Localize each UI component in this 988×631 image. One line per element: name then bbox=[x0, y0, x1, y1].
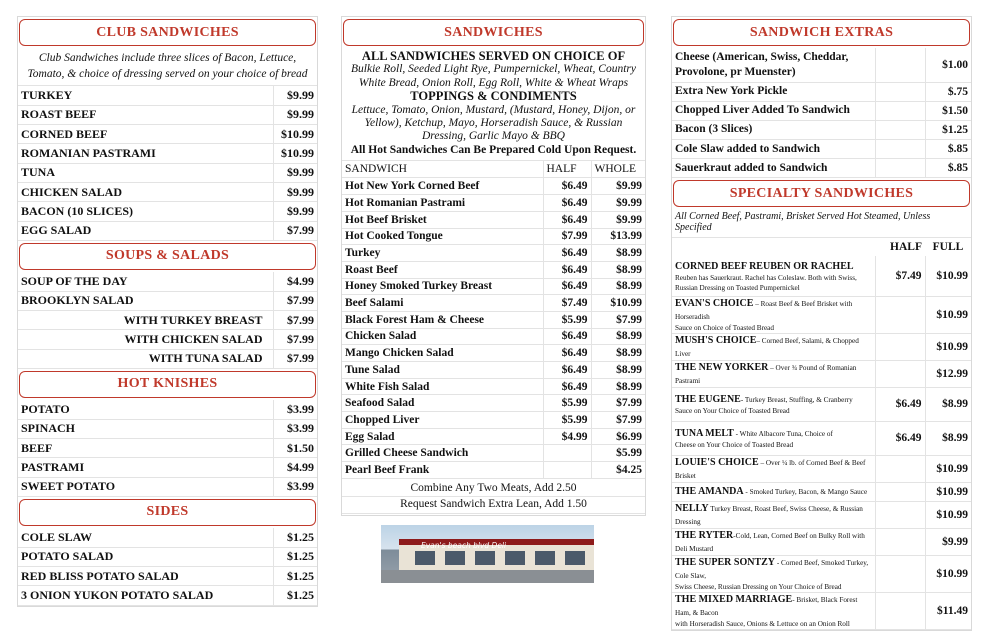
specialty-description-text: – Roast Beef & Beef Brisket with Horseradish bbox=[675, 299, 853, 321]
specialty-table bbox=[672, 238, 971, 630]
item-name: BEEF bbox=[18, 438, 273, 457]
sandwich-half-price: $6.49 bbox=[543, 245, 591, 262]
sandwich-name: Seafood Salad bbox=[342, 395, 543, 412]
specialty-description-text: – Corned Beef, Salami, & Chopped Liver bbox=[675, 336, 859, 358]
menu-item-row bbox=[18, 202, 317, 221]
sandwich-name: Honey Smoked Turkey Breast bbox=[342, 278, 543, 295]
sandwich-row bbox=[342, 178, 645, 195]
hot-knishes-header: HOT KNISHES bbox=[19, 371, 316, 398]
specialty-row bbox=[672, 333, 971, 360]
combine-meats-note: Combine Any Two Meats, Add 2.50 bbox=[342, 481, 645, 498]
specialty-full-price: $10.99 bbox=[925, 555, 971, 592]
specialty-description-text: – Over ¼ lb. of Corned Beef & Beef Brisket bbox=[675, 458, 866, 480]
specialty-sub-description: Reuben has Sauerkraut. Rachel has Coleslaw. Both with Swiss, Russian Dressing on Toasted Pumpernickel bbox=[675, 273, 857, 292]
sandwich-row bbox=[342, 395, 645, 412]
specialty-description-text: - Turkey Breast, Stuffing, & Cranberry bbox=[740, 395, 853, 404]
sandwich-whole-price: $8.99 bbox=[591, 378, 645, 395]
specialty-half-price bbox=[875, 333, 925, 360]
sandwich-name: Hot Romanian Pastrami bbox=[342, 195, 543, 212]
sandwich-name: Hot Cooked Tongue bbox=[342, 228, 543, 245]
sandwich-half-price: $6.49 bbox=[543, 362, 591, 379]
sandwich-name: Beef Salami bbox=[342, 295, 543, 312]
item-price: $10.99 bbox=[273, 125, 317, 144]
soups-salads-header: SOUPS & SALADS bbox=[19, 243, 316, 270]
sandwich-whole-price: $8.99 bbox=[591, 245, 645, 262]
sandwiches-header: SANDWICHES bbox=[343, 19, 644, 46]
storefront-window bbox=[415, 551, 435, 565]
menu-item-row bbox=[18, 144, 317, 163]
extra-price: $.85 bbox=[925, 140, 971, 159]
toppings-heading: TOPPINGS & CONDIMENTS bbox=[410, 89, 577, 104]
specialty-name: THE RYTER bbox=[675, 529, 734, 541]
specialty-half-price bbox=[875, 528, 925, 555]
sandwich-row bbox=[342, 362, 645, 379]
sandwich-whole-price: $6.99 bbox=[591, 428, 645, 445]
specialty-full-price: $8.99 bbox=[925, 421, 971, 455]
sandwich-name: Hot Beef Brisket bbox=[342, 211, 543, 228]
item-price: $7.99 bbox=[273, 291, 317, 310]
specialty-item bbox=[672, 256, 875, 296]
sandwich-row bbox=[342, 445, 645, 462]
menu-item-row bbox=[18, 349, 317, 368]
specialty-full-price: $11.49 bbox=[925, 592, 971, 629]
specialty-sandwiches-header: SPECIALTY SANDWICHES bbox=[673, 180, 970, 207]
item-price: $1.25 bbox=[273, 547, 317, 566]
item-price: $7.99 bbox=[273, 330, 317, 349]
sandwiches-footer bbox=[342, 479, 645, 515]
menu-item-row bbox=[18, 566, 317, 585]
sandwich-name: Grilled Cheese Sandwich bbox=[342, 445, 543, 462]
specialty-col-full: FULL bbox=[932, 241, 964, 254]
specialty-item bbox=[672, 387, 875, 421]
sandwich-whole-price: $9.99 bbox=[591, 195, 645, 212]
storefront-window bbox=[445, 551, 465, 565]
sandwich-name: Egg Salad bbox=[342, 428, 543, 445]
specialty-item bbox=[672, 555, 875, 592]
item-name: PASTRAMI bbox=[18, 458, 273, 477]
specialty-full-price: $8.99 bbox=[925, 387, 971, 421]
extra-spacer bbox=[875, 159, 925, 178]
soups-items-table bbox=[18, 272, 317, 369]
sandwich-name: White Fish Salad bbox=[342, 378, 543, 395]
item-price: $7.99 bbox=[273, 221, 317, 240]
extra-spacer bbox=[875, 101, 925, 120]
specialty-sub-description: Cheese on Your Choice of Toasted Bread bbox=[675, 440, 794, 449]
sandwich-name: Hot New York Corned Beef bbox=[342, 178, 543, 195]
sandwich-row bbox=[342, 345, 645, 362]
sandwich-row bbox=[342, 278, 645, 295]
sandwich-name: Pearl Beef Frank bbox=[342, 462, 543, 479]
item-price: $4.99 bbox=[273, 272, 317, 291]
sandwich-name: Black Forest Ham & Cheese bbox=[342, 311, 543, 328]
sandwiches-table bbox=[342, 161, 645, 479]
specialty-item bbox=[672, 455, 875, 482]
item-name: 3 ONION YUKON POTATO SALAD bbox=[18, 586, 273, 605]
left-menu-column bbox=[17, 16, 318, 607]
item-price: $10.99 bbox=[273, 144, 317, 163]
sandwich-whole-price: $9.99 bbox=[591, 178, 645, 195]
item-name: ROAST BEEF bbox=[18, 105, 273, 124]
specialty-half-price bbox=[875, 360, 925, 387]
specialty-column-headers bbox=[672, 238, 971, 256]
item-name: WITH TURKEY BREAST bbox=[18, 310, 273, 329]
parking-lot bbox=[381, 570, 594, 583]
right-menu-column bbox=[671, 16, 972, 631]
toppings-list: Lettuce, Tomato, Onion, Mustard, (Mustard, Honey, Dijon, or Yellow), Ketchup, Mayo, Horseradish Sauce, & Russian Dressing, Garlic Mayo & BBQ bbox=[351, 103, 636, 143]
club-items-table bbox=[18, 86, 317, 241]
specialty-name: LOUIE'S CHOICE bbox=[675, 456, 759, 468]
specialty-half-price bbox=[875, 555, 925, 592]
sandwich-whole-price: $10.99 bbox=[591, 295, 645, 312]
specialty-sub-description: Swiss Cheese, Russian Dressing on Your Choice of Bread bbox=[675, 582, 842, 591]
specialty-item bbox=[672, 296, 875, 333]
sandwich-whole-price: $8.99 bbox=[591, 328, 645, 345]
sandwich-half-price: $5.99 bbox=[543, 311, 591, 328]
sandwich-name: Tune Salad bbox=[342, 362, 543, 379]
sandwich-row bbox=[342, 211, 645, 228]
item-name: RED BLISS POTATO SALAD bbox=[18, 566, 273, 585]
item-price: $1.25 bbox=[273, 566, 317, 585]
sandwich-half-price: $4.99 bbox=[543, 428, 591, 445]
extra-row bbox=[672, 140, 971, 159]
item-name: POTATO bbox=[18, 400, 273, 419]
specialty-name: THE MIXED MARRIAGE bbox=[675, 593, 793, 605]
specialty-row bbox=[672, 296, 971, 333]
extra-row bbox=[672, 159, 971, 178]
bread-heading: ALL SANDWICHES SERVED ON CHOICE OF bbox=[361, 49, 626, 63]
item-name: BACON (10 SLICES) bbox=[18, 202, 273, 221]
specialty-half-price bbox=[875, 592, 925, 629]
extra-row bbox=[672, 48, 971, 82]
sandwich-whole-price: $5.99 bbox=[591, 445, 645, 462]
specialty-half-price bbox=[875, 501, 925, 528]
specialty-item bbox=[672, 501, 875, 528]
sandwich-name: Chicken Salad bbox=[342, 328, 543, 345]
sandwich-row bbox=[342, 261, 645, 278]
sandwich-row bbox=[342, 378, 645, 395]
extra-name: Cole Slaw added to Sandwich bbox=[672, 140, 875, 159]
specialty-col-name bbox=[672, 238, 875, 256]
menu-item-row bbox=[18, 310, 317, 329]
item-name: CORNED BEEF bbox=[18, 125, 273, 144]
specialty-name: CORNED BEEF REUBEN OR RACHEL bbox=[675, 260, 854, 272]
extra-name: Cheese (American, Swiss, Cheddar, Provolone, pr Muenster) bbox=[672, 48, 875, 82]
sandwich-row bbox=[342, 328, 645, 345]
sandwich-half-price: $6.49 bbox=[543, 211, 591, 228]
item-price: $3.99 bbox=[273, 419, 317, 438]
specialty-item bbox=[672, 333, 875, 360]
item-name: COLE SLAW bbox=[18, 528, 273, 547]
extra-name: Sauerkraut added to Sandwich bbox=[672, 159, 875, 178]
specialty-half-price: $7.49 bbox=[875, 256, 925, 296]
extra-price: $.75 bbox=[925, 82, 971, 101]
item-price: $7.99 bbox=[273, 310, 317, 329]
specialty-description-text: Turkey Breast, Roast Beef, Swiss Cheese, & Russian Dressing bbox=[675, 504, 863, 526]
extra-price: $1.50 bbox=[925, 101, 971, 120]
menu-item-row bbox=[18, 419, 317, 438]
sandwich-half-price bbox=[543, 445, 591, 462]
sandwich-whole-price: $7.99 bbox=[591, 311, 645, 328]
menu-item-row bbox=[18, 458, 317, 477]
specialty-sub-description: Sauce on Your Choice of Toasted Bread bbox=[675, 406, 790, 415]
menu-item-row bbox=[18, 330, 317, 349]
knishes-items-table bbox=[18, 400, 317, 497]
specialty-row bbox=[672, 360, 971, 387]
sandwich-row bbox=[342, 462, 645, 479]
extra-lean-note: Request Sandwich Extra Lean, Add 1.50 bbox=[342, 497, 645, 514]
specialty-full-price: $10.99 bbox=[925, 333, 971, 360]
specialty-col-half: HALF bbox=[890, 241, 922, 254]
sandwich-row bbox=[342, 295, 645, 312]
club-description: Club Sandwiches include three slices of Bacon, Lettuce, Tomato, & choice of dressing served on your choice of bread bbox=[18, 48, 317, 86]
specialty-item bbox=[672, 421, 875, 455]
club-sandwiches-header: CLUB SANDWICHES bbox=[19, 19, 316, 46]
specialty-row bbox=[672, 387, 971, 421]
sandwich-whole-price: $9.99 bbox=[591, 211, 645, 228]
menu-item-row bbox=[18, 400, 317, 419]
specialty-full-price: $12.99 bbox=[925, 360, 971, 387]
sandwich-row bbox=[342, 195, 645, 212]
extra-name: Extra New York Pickle bbox=[672, 82, 875, 101]
item-price: $7.99 bbox=[273, 349, 317, 368]
extra-price: $1.25 bbox=[925, 120, 971, 139]
specialty-row bbox=[672, 256, 971, 296]
specialty-full-price: $10.99 bbox=[925, 501, 971, 528]
specialty-full-price: $9.99 bbox=[925, 528, 971, 555]
specialty-name: EVAN'S CHOICE bbox=[675, 297, 754, 309]
specialty-row bbox=[672, 455, 971, 482]
extra-spacer bbox=[875, 120, 925, 139]
menu-item-row bbox=[18, 438, 317, 457]
menu-item-row bbox=[18, 291, 317, 310]
sandwich-row bbox=[342, 228, 645, 245]
specialty-row bbox=[672, 528, 971, 555]
extras-table bbox=[672, 48, 971, 178]
item-name: WITH TUNA SALAD bbox=[18, 349, 273, 368]
sandwich-half-price bbox=[543, 462, 591, 479]
sandwich-name: Turkey bbox=[342, 245, 543, 262]
cold-note: All Hot Sandwiches Can Be Prepared Cold Upon Request. bbox=[350, 143, 637, 156]
sandwich-half-price: $6.49 bbox=[543, 178, 591, 195]
menu-item-row bbox=[18, 528, 317, 547]
item-price: $9.99 bbox=[273, 163, 317, 182]
item-name: TUNA bbox=[18, 163, 273, 182]
item-price: $9.99 bbox=[273, 182, 317, 201]
extra-row bbox=[672, 101, 971, 120]
specialty-half-price bbox=[875, 482, 925, 501]
sandwich-half-price: $6.49 bbox=[543, 278, 591, 295]
specialty-row bbox=[672, 555, 971, 592]
extra-price: $.85 bbox=[925, 159, 971, 178]
specialty-description: All Corned Beef, Pastrami, Brisket Served Hot Steamed, Unless Specified bbox=[672, 209, 971, 238]
specialty-full-price: $10.99 bbox=[925, 256, 971, 296]
menu-item-row bbox=[18, 272, 317, 291]
specialty-half-price bbox=[875, 296, 925, 333]
storefront-window bbox=[475, 551, 495, 565]
specialty-half-price: $6.49 bbox=[875, 421, 925, 455]
item-name: POTATO SALAD bbox=[18, 547, 273, 566]
col-whole-label: WHOLE bbox=[591, 161, 645, 178]
sandwich-half-price: $6.49 bbox=[543, 261, 591, 278]
extra-spacer bbox=[875, 82, 925, 101]
menu-item-row bbox=[18, 586, 317, 605]
item-name: CHICKEN SALAD bbox=[18, 182, 273, 201]
specialty-half-price: $6.49 bbox=[875, 387, 925, 421]
storefront-window bbox=[505, 551, 525, 565]
specialty-row bbox=[672, 592, 971, 629]
storefront-sign: Evan's beach blvd Deli bbox=[421, 541, 507, 550]
item-price: $4.99 bbox=[273, 458, 317, 477]
item-name: TURKEY bbox=[18, 86, 273, 105]
sandwich-half-price: $7.49 bbox=[543, 295, 591, 312]
sides-header: SIDES bbox=[19, 499, 316, 526]
menu-item-row bbox=[18, 125, 317, 144]
sandwich-half-price: $5.99 bbox=[543, 395, 591, 412]
sandwich-whole-price: $7.99 bbox=[591, 395, 645, 412]
specialty-item bbox=[672, 482, 875, 501]
col-sandwich-label: SANDWICH bbox=[342, 161, 543, 178]
specialty-sub-description: Sauce on Choice of Toasted Bread bbox=[675, 323, 774, 332]
specialty-item bbox=[672, 592, 875, 629]
sandwich-name: Chopped Liver bbox=[342, 412, 543, 429]
extra-name: Bacon (3 Slices) bbox=[672, 120, 875, 139]
specialty-name: NELLY bbox=[675, 502, 709, 514]
extra-price: $1.00 bbox=[925, 48, 971, 82]
menu-item-row bbox=[18, 221, 317, 240]
specialty-row bbox=[672, 421, 971, 455]
specialty-description-text: - Corned Beef, Smoked Turkey, Cole Slaw, bbox=[675, 558, 869, 580]
specialty-half-price bbox=[875, 455, 925, 482]
extra-spacer bbox=[875, 140, 925, 159]
sandwich-half-price: $6.49 bbox=[543, 195, 591, 212]
specialty-description-text: – Over ¾ Pound of Romanian Pastrami bbox=[675, 363, 857, 385]
specialty-name: THE SUPER SONTZY bbox=[675, 556, 776, 568]
item-price: $9.99 bbox=[273, 86, 317, 105]
sandwich-row bbox=[342, 428, 645, 445]
item-name: BROOKLYN SALAD bbox=[18, 291, 273, 310]
specialty-sub-description: with Horseradish Sauce, Onions & Lettuce on an Onion Roll bbox=[675, 619, 850, 628]
sandwich-name: Mango Chicken Salad bbox=[342, 345, 543, 362]
menu-item-row bbox=[18, 105, 317, 124]
sandwich-extras-header: SANDWICH EXTRAS bbox=[673, 19, 970, 46]
item-name: SWEET POTATO bbox=[18, 477, 273, 496]
specialty-name: TUNA MELT bbox=[675, 427, 734, 439]
item-name: ROMANIAN PASTRAMI bbox=[18, 144, 273, 163]
sandwich-whole-price: $13.99 bbox=[591, 228, 645, 245]
item-name: SOUP OF THE DAY bbox=[18, 272, 273, 291]
specialty-full-price: $10.99 bbox=[925, 296, 971, 333]
specialty-item bbox=[672, 528, 875, 555]
item-name: WITH CHICKEN SALAD bbox=[18, 330, 273, 349]
sandwich-whole-price: $7.99 bbox=[591, 412, 645, 429]
specialty-name: MUSH'S CHOICE bbox=[675, 334, 757, 346]
item-price: $1.25 bbox=[273, 586, 317, 605]
item-price: $9.99 bbox=[273, 202, 317, 221]
sandwich-whole-price: $8.99 bbox=[591, 345, 645, 362]
storefront-window bbox=[535, 551, 555, 565]
deli-storefront-photo bbox=[381, 525, 594, 583]
sandwich-half-price: $6.49 bbox=[543, 328, 591, 345]
menu-item-row bbox=[18, 547, 317, 566]
storefront-window bbox=[565, 551, 585, 565]
item-price: $3.99 bbox=[273, 477, 317, 496]
sides-items-table bbox=[18, 528, 317, 606]
specialty-description-text: - Brisket, Black Forest Ham, & Bacon bbox=[675, 595, 858, 617]
sandwich-whole-price: $8.99 bbox=[591, 362, 645, 379]
item-price: $1.25 bbox=[273, 528, 317, 547]
sandwiches-column-headers bbox=[342, 161, 645, 178]
sandwich-whole-price: $8.99 bbox=[591, 261, 645, 278]
specialty-item bbox=[672, 360, 875, 387]
specialty-name: THE EUGENE bbox=[675, 393, 741, 405]
bread-list: Bulkie Roll, Seeded Light Rye, Pumpernickel, Wheat, Country White Bread, Onion Roll, Egg Roll, White & Wheat Wraps bbox=[351, 63, 636, 89]
specialty-row bbox=[672, 501, 971, 528]
sandwich-whole-price: $4.25 bbox=[591, 462, 645, 479]
extra-row bbox=[672, 120, 971, 139]
item-price: $3.99 bbox=[273, 400, 317, 419]
specialty-full-price: $10.99 bbox=[925, 482, 971, 501]
menu-item-row bbox=[18, 477, 317, 496]
sandwich-row bbox=[342, 245, 645, 262]
specialty-name: THE AMANDA bbox=[675, 486, 744, 498]
specialty-description-text: -Cold, Lean, Corned Beef on Bulky Roll with Deli Mustard bbox=[675, 531, 865, 553]
col-half-label: HALF bbox=[543, 161, 591, 178]
item-price: $1.50 bbox=[273, 438, 317, 457]
sandwich-row bbox=[342, 311, 645, 328]
specialty-description-text: - White Albacore Tuna, Choice of bbox=[733, 429, 833, 438]
specialty-full-price: $10.99 bbox=[925, 455, 971, 482]
sandwich-row bbox=[342, 412, 645, 429]
item-name: EGG SALAD bbox=[18, 221, 273, 240]
item-price: $9.99 bbox=[273, 105, 317, 124]
sandwich-whole-price: $8.99 bbox=[591, 278, 645, 295]
middle-menu-column bbox=[341, 16, 646, 516]
menu-item-row bbox=[18, 163, 317, 182]
sandwiches-intro bbox=[342, 48, 645, 161]
sandwich-half-price: $5.99 bbox=[543, 412, 591, 429]
specialty-row bbox=[672, 482, 971, 501]
menu-item-row bbox=[18, 182, 317, 201]
specialty-name: THE NEW YORKER bbox=[675, 361, 769, 373]
sandwich-half-price: $7.99 bbox=[543, 228, 591, 245]
sandwich-half-price: $6.49 bbox=[543, 345, 591, 362]
menu-item-row bbox=[18, 86, 317, 105]
item-name: SPINACH bbox=[18, 419, 273, 438]
sandwich-name: Roast Beef bbox=[342, 261, 543, 278]
specialty-description-text: - Smoked Turkey, Bacon, & Mango Sauce bbox=[743, 488, 868, 497]
extra-row bbox=[672, 82, 971, 101]
extra-spacer bbox=[875, 48, 925, 82]
extra-name: Chopped Liver Added To Sandwich bbox=[672, 101, 875, 120]
sandwich-half-price: $6.49 bbox=[543, 378, 591, 395]
